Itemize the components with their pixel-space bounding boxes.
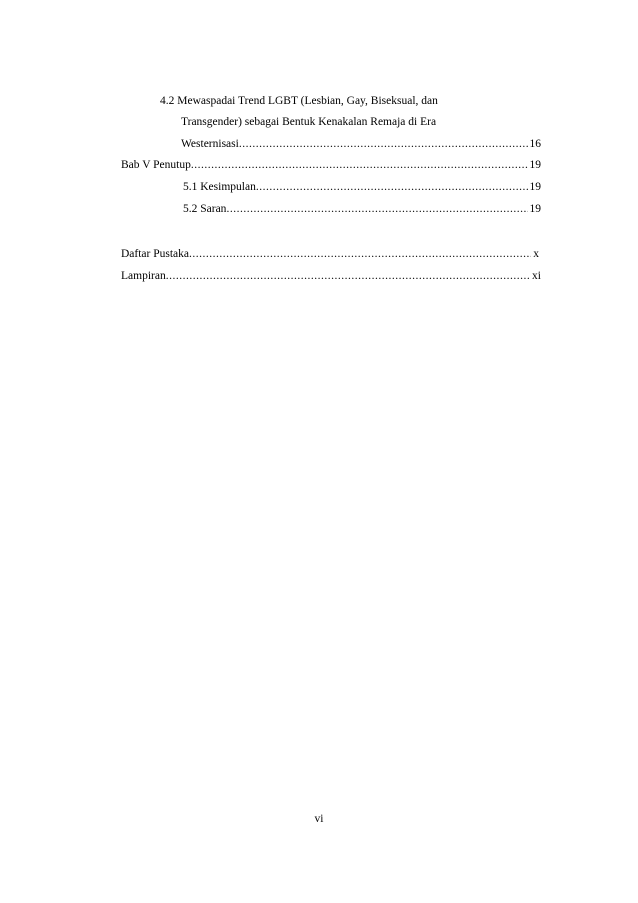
toc-page-number: x <box>533 248 539 260</box>
toc-entry-5-1 <box>183 180 541 194</box>
toc-entry-4-2-line-3 <box>181 137 541 151</box>
toc-entry-label: 5.1 Kesimpulan <box>183 181 256 193</box>
toc-page-number: 16 <box>529 138 541 150</box>
page-number-footer: vi <box>314 813 324 825</box>
toc-leader-dots <box>256 180 528 194</box>
toc-page-number: 19 <box>529 181 541 193</box>
toc-entry-label: Bab V Penutup <box>121 159 191 171</box>
toc-entry-4-2-line-2: Transgender) sebagai Bentuk Kenakalan Remaja di Era <box>181 116 437 128</box>
toc-entry-label: Daftar Pustaka <box>121 248 190 260</box>
toc-page-number: 19 <box>529 159 541 171</box>
toc-entry-label: Westernisasi <box>181 138 239 150</box>
toc-entry-label: 5.2 Saran <box>183 203 227 215</box>
toc-leader-dots <box>191 158 528 172</box>
toc-entry-label: Lampiran <box>121 270 166 282</box>
toc-page-number: 19 <box>529 203 541 215</box>
toc-leader-dots <box>189 247 531 261</box>
toc-page-number: xi <box>532 270 541 282</box>
toc-entry-bab-v <box>121 158 541 172</box>
toc-entry-4-2-line-1: 4.2 Mewaspadai Trend LGBT (Lesbian, Gay, Biseksual, dan <box>160 95 438 107</box>
toc-leader-dots <box>166 269 530 283</box>
toc-leader-dots <box>226 202 527 216</box>
toc-entry-lampiran <box>121 269 541 283</box>
toc-entry-5-2 <box>183 202 541 216</box>
toc-leader-dots <box>239 137 528 151</box>
toc-entry-daftar-pustaka <box>121 247 539 261</box>
